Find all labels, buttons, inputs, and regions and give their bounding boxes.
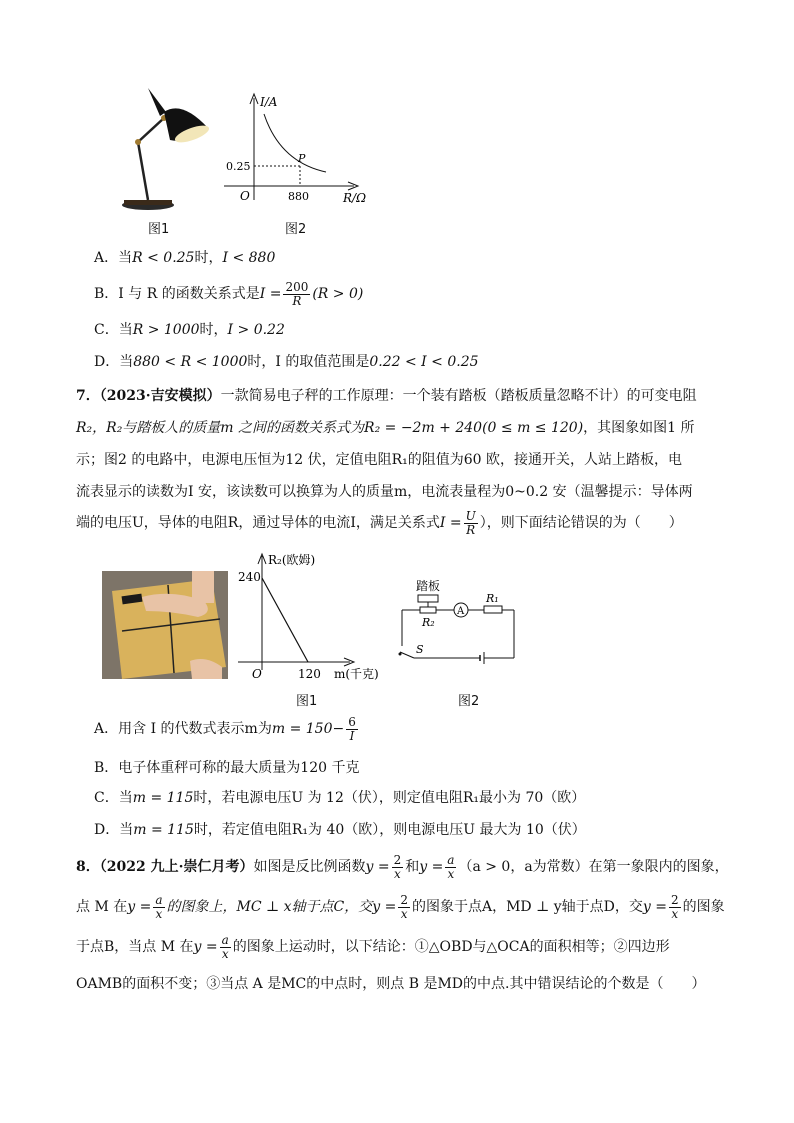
q7-option-c: C．当m = 115时，若电源电压U 为 12（伏），则定值电阻R₁最小为 70（欧）	[94, 790, 586, 806]
ammeter-label: A	[457, 606, 465, 617]
origin-label: O	[240, 189, 250, 203]
pedal-label: 踏板	[416, 579, 441, 593]
q7-fig1-caption: 图1	[296, 694, 318, 709]
r2-label: R₂	[422, 616, 435, 629]
fraction: $\frac{2}{x}$	[670, 892, 679, 921]
q7-line3: 示；图2 的电路中，电源电压恒为12 伏，定值电阻R₁的阻值为60 欧，接通开关，人站上踏板，电	[76, 452, 683, 468]
q7-line1: 7．（2023·吉安模拟）一款简易电子秤的工作原理：一个装有踏板（踏板质量忽略不计）的可变电阻	[76, 388, 697, 404]
lamp-image	[118, 82, 213, 214]
point-p-label: P	[298, 152, 306, 165]
q6-graph	[218, 88, 378, 210]
x-axis-label: m(千克)	[334, 667, 379, 681]
q6-option-b: B．I 与 R 的函数关系式是I = $\frac{200}{R}$ (R > 0)	[94, 279, 364, 308]
r1-label: R₁	[486, 592, 499, 605]
q7-line5: 端的电压U，导体的电阻R，通过导体的电流I，满足关系式I = $\frac{U}{R}$ ），则下面结论错误的为（ ）	[76, 508, 683, 537]
y-axis-label: I/A	[260, 95, 278, 109]
fraction: $\frac{200}{R}$	[285, 279, 309, 308]
fraction: $\frac{a}{x}$	[221, 932, 229, 961]
origin-label: O	[252, 667, 262, 681]
q6-fig2-caption: 图2	[285, 222, 307, 237]
x-axis-label: R/Ω	[343, 191, 367, 205]
desk-lamp-icon	[118, 82, 213, 214]
q6-fig1-caption: 图1	[148, 222, 170, 237]
q8-line2: 点 M 在y = $\frac{a}{x}$ 的图象上，MC ⊥ x轴于点C，交y = $\frac{2}{x}$ 的图象于点A，MD ⊥ y轴于点D，交y = $\frac{2}{x}$ 的图象	[76, 892, 725, 921]
q7-line4: 流表显示的读数为I 安，该读数可以换算为人的质量m，电流表量程为0~0.2 安（温馨提示：导体两	[76, 484, 693, 500]
fraction: $\frac{a}{x}$	[447, 852, 455, 881]
y-tick-label: 240	[238, 570, 261, 584]
fraction: $\frac{6}{I}$	[348, 714, 356, 743]
fraction: $\frac{2}{x}$	[400, 892, 408, 921]
fraction: $\frac{a}{x}$	[155, 892, 163, 921]
fraction: $\frac{U}{R}$	[465, 508, 476, 537]
q8-line4: OAMB的面积不变；③当点 A 是MC的中点时，则点 B 是MD的中点.其中错误结论的个数是（ ）	[76, 976, 706, 992]
q8-line1: 8．（2022 九上·崇仁月考）如图是反比例函数y = $\frac{2}{x}$ 和y = $\frac{a}{x}$ （a > 0，a为常数）在第一象限内的图象，	[76, 852, 729, 881]
x-tick-label: 880	[288, 190, 309, 203]
q7-graph	[232, 548, 392, 686]
q6-option-a: A．当R < 0.25时，I < 880	[94, 250, 276, 266]
q7-option-b: B．电子体重秤可称的最大质量为120 千克	[94, 760, 360, 776]
fraction: $\frac{2}{x}$	[393, 852, 402, 881]
q8-line3: 于点B，当点 M 在y = $\frac{a}{x}$ 的图象上运动时，以下结论：①△OBD与△OCA的面积相等；②四边形	[76, 932, 670, 961]
y-tick-label: 0.25	[226, 160, 251, 173]
y-axis-label: R₂(欧姆)	[268, 553, 316, 567]
scale-photo	[102, 571, 228, 679]
q7-option-d: D．当m = 115时，若定值电阻R₁为 40（欧），则电源电压U 最大为 10（伏）	[94, 822, 586, 838]
x-tick-label: 120	[298, 667, 321, 681]
q6-option-d: D．当880 < R < 1000时，I 的取值范围是0.22 < I < 0.25	[94, 354, 479, 370]
circuit-diagram	[392, 574, 522, 666]
q7-option-a: A．用含 I 的代数式表示m为m = 150− $\frac{6}{I}$	[94, 714, 356, 743]
q7-fig2-caption: 图2	[458, 694, 480, 709]
switch-label: S	[416, 643, 424, 656]
q7-line2: R₂，R₂与踏板人的质量m 之间的函数关系式为R₂ = −2m + 240(0 ≤ m ≤ 120)，其图象如图1 所	[76, 420, 695, 436]
q6-option-c: C．当R > 1000时，I > 0.22	[94, 322, 285, 338]
